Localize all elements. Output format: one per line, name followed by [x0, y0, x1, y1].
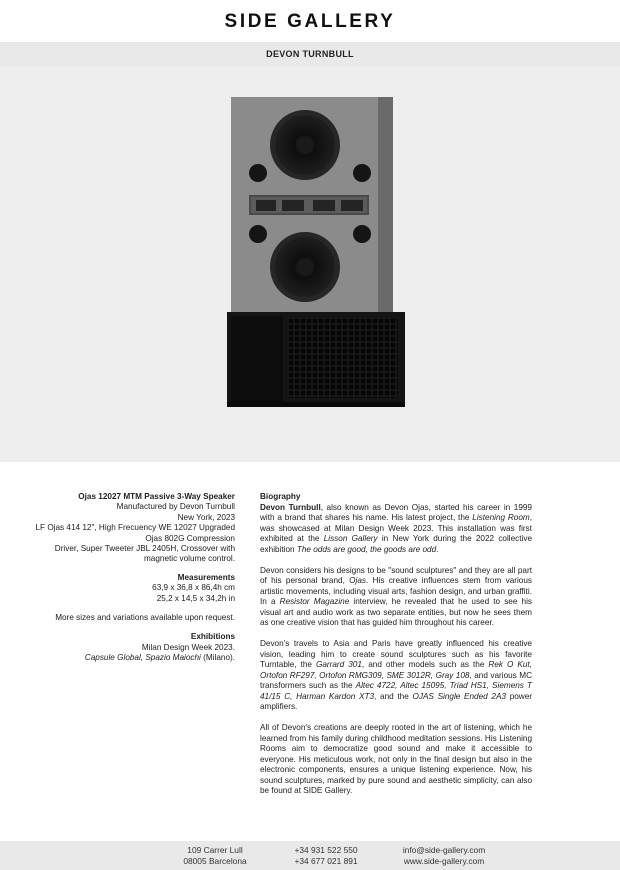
gallery-logo: SIDE GALLERY [224, 11, 396, 32]
place-year: New York, 2023 [177, 512, 235, 522]
measure-cm: 63,9 x 36,8 x 86,4h cm [152, 583, 235, 593]
spec-line: LF Ojas 414 12", High Frecuency WE 12027 Upgraded [35, 523, 235, 533]
port-upper-left [249, 164, 267, 182]
base-grille [288, 318, 398, 398]
variations-note: More sizes and variations available upon request. [55, 613, 235, 623]
measure-in: 25,2 x 14,5 x 34,2h in [156, 593, 235, 603]
footer-address: 109 Carrer Lull 08005 Barcelona [183, 845, 247, 866]
spec-line: magnetic volume control. [143, 554, 235, 564]
exhibitions-heading: Exhibitions [190, 632, 235, 642]
measurements-heading: Measurements [177, 572, 235, 582]
port-lower-left [249, 225, 267, 243]
footer [0, 841, 620, 870]
phone-link[interactable]: +34 677 021 891 [294, 855, 358, 866]
product-title: Ojas 12027 MTM Passive 3-Way Speaker [78, 492, 235, 501]
exhibition-item: Capsule Global, Spazio Maiochi (Milano). [84, 653, 235, 663]
spec-line: Ojas 802G Compression [145, 533, 235, 543]
artist-name-bar: DEVON TURNBULL [0, 42, 620, 66]
port-lower-right [353, 225, 371, 243]
bio-paragraph: Devon Turnbull, also known as Devon Ojas, started his career in 1999 with a brand that shares his name. His latest project, the Listening Room, was showcased at Milan Design Week 2023. This installation was first exhibited at the Lisson Gallery in New York during the 2022 collective exhibition The odds are good, the goods are odd. [260, 502, 533, 554]
biography-heading: Biography [260, 492, 301, 501]
footer-phones [288, 845, 364, 866]
phone-link[interactable]: +34 931 522 550 [294, 845, 358, 855]
biography [260, 492, 532, 807]
exhibition-item: Milan Design Week 2023. [141, 642, 235, 652]
bio-paragraph: Devon's travels to Asia and Paris have greatly influenced his creative vision, leading him to create sound sculptures such as his favorite Turntable, the Garrard 301, and other models such as the Rek O Kut, Ortofon RF297, Ortofon RMG309, SME 3012R, Gray 108, and various MC transformers such as the Altec 4722, Altec 15095, Triad HS1, Siemens T 41/15 C, Harman Kardon XT3, and the OJAS Single Ended 2A3 power amplifiers. [260, 639, 533, 711]
speaker-photo [0, 66, 620, 462]
speaker-illustration [0, 66, 620, 462]
footer-contact [398, 845, 490, 866]
product-details [20, 492, 235, 664]
bio-paragraph: All of Devon's creations are deeply rooted in the art of listening, which he learned from his family during childhood meditation sessions. His Listening Rooms aim to democratize good sound and make it accessible to everyone. His meticulous work, not only in the final design but also in the electronic components, ensures a unique listening experience. Now, his sound sculptures, marked by pure sound and aesthetic simplicity, can also be found at SIDE Gallery. [260, 723, 532, 795]
spec-line: Driver, Super Tweeter JBL 2405H, Crossover with [54, 544, 235, 554]
bio-paragraph: Devon considers his designs to be "sound sculptures" and they are all part of his personal brand, Ojas. His creative influences stem from various artistic movements, including visual arts, fashion design, and urban graffiti. In a Resistor Magazine interview, he revealed that he used to see his visual art and audio work as two separate entities, but now he sees them as one creative vision that has guided him throughout his career. [260, 565, 533, 627]
port-upper-right [353, 164, 371, 182]
website-link[interactable]: www.side-gallery.com [403, 855, 485, 866]
manufacturer: Manufactured by Devon Turnbull [116, 502, 235, 512]
speaker-cabinet-side [378, 97, 393, 312]
email-link[interactable]: info@side-gallery.com [402, 845, 486, 855]
